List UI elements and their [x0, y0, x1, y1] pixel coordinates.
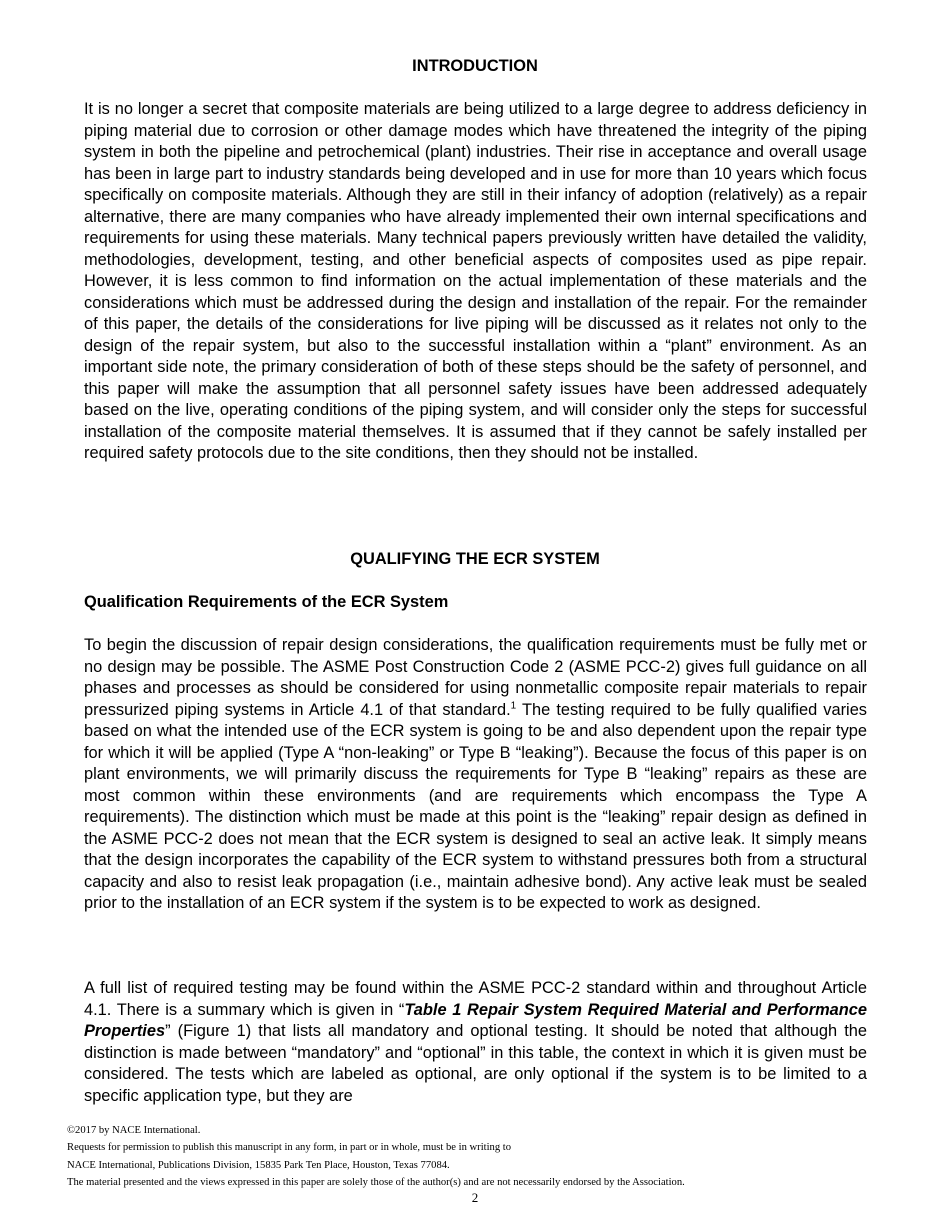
footer-disclaimer: The material presented and the views expressed in this paper are solely those of the author(s) and are not necessarily endorsed by the Association. — [67, 1177, 685, 1189]
paragraph-introduction: It is no longer a secret that composite materials are being utilized to a large degree to address deficiency in piping material due to corrosion or other damage modes which have threatened the integrity of the piping system in both the pipeline and petrochemical (plant) industries. Their rise in acceptance and overall usage has been in large part to industry standards being developed and in use for more than 10 years which focus specifically on composite materials. Although they are still in their infancy of adoption (relatively) as a repair alternative, there are many companies who have already implemented their own internal specifications and requirements for using these materials. Many technical papers previously written have detailed the validity, methodologies, development, testing, and other beneficial aspects of composites used as pipe repair. However, it is less common to find information on the actual implementation of these materials and the considerations which must be addressed during the design and installation of the repair. For the remainder of this paper, the details of the considerations for live piping will be discussed as it relates not only to the design of the repair system, but also to the successful installation within a “plant” environment. As an important side note, the primary consideration of both of these steps should be the safety of personnel, and this paper will make the assumption that all personnel safety issues have been addressed adequately based on the live, operating conditions of the piping system, and will consider only the steps for successful installation of the composite material themselves. It is assumed that if they cannot be safely installed per required safety protocols due to the site conditions, then they should not be installed. — [84, 100, 867, 462]
footnote-reference: 1 — [510, 700, 517, 712]
page-number: 2 — [471, 1190, 479, 1205]
footer-permission: Requests for permission to publish this manuscript in any form, in part or in whole, must be in writing to — [67, 1142, 512, 1154]
heading-qualifying-ecr-system: QUALIFYING THE ECR SYSTEM — [350, 550, 600, 568]
heading-introduction: INTRODUCTION — [412, 57, 538, 75]
footer-address: NACE International, Publications Division, 15835 Park Ten Place, Houston, Texas 77084. — [67, 1159, 450, 1171]
paragraph-text: The testing required to be fully qualified varies based on what the intended use of the ECR system is going to be and also dependent upon the repair type for which it will be applied (Type A “non-leaking” or Type B “leaking”). Because the focus of this paper is on plant environments, we will primarily discuss the requirements for Type B “leaking” repairs as these are most common within these environments (and are requirements which encompass the Type A requirements). The distinction which must be made at this point is the “leaking” repair design as defined in the ASME PCC-2 does not mean that the ECR system is designed to seal an active leak. It simply means that the design incorporates the capability of the ECR system to withstand pressures both from a structural capacity and also to resist leak propagation (i.e., maintain adhesive bond). Any active leak must be sealed prior to the installation of an ECR system if the system is to be expected to work as designed. — [84, 700, 868, 912]
paragraph-text: ” (Figure 1) that lists all mandatory and optional testing. It should be noted that although the distinction is made between “mandatory” and “optional” in this table, the context in which it is given must be considered. The tests which are labeled as optional, are only optional if the system is to be limited to a specific application type, but they are — [84, 1022, 867, 1105]
page-footer — [67, 1122, 685, 1192]
subheading-qualification-requirements: Qualification Requirements of the ECR System — [84, 593, 449, 611]
paragraph-text: To begin the discussion of repair design considerations, the qualification requirements must be fully met or no design may be possible. The ASME Post Construction Code 2 (ASME PCC-2) gives full guidance on all phases and processes as should be considered for using nonmetallic composite repair materials to repair pressurized piping systems in Article 4.1 of that standard. — [84, 636, 867, 719]
paragraph-text: A full list of required testing may be found within the ASME PCC-2 standard within and throughout Article 4.1. There is a summary which is given in “ — [84, 979, 867, 1019]
footer-copyright: ©2017 by NACE International. — [67, 1125, 201, 1136]
paragraph-qualification-requirements — [84, 635, 867, 915]
table-reference: Table 1 Repair System Required Material and Performance Properties — [84, 1000, 868, 1040]
paragraph-required-testing — [84, 978, 867, 1107]
